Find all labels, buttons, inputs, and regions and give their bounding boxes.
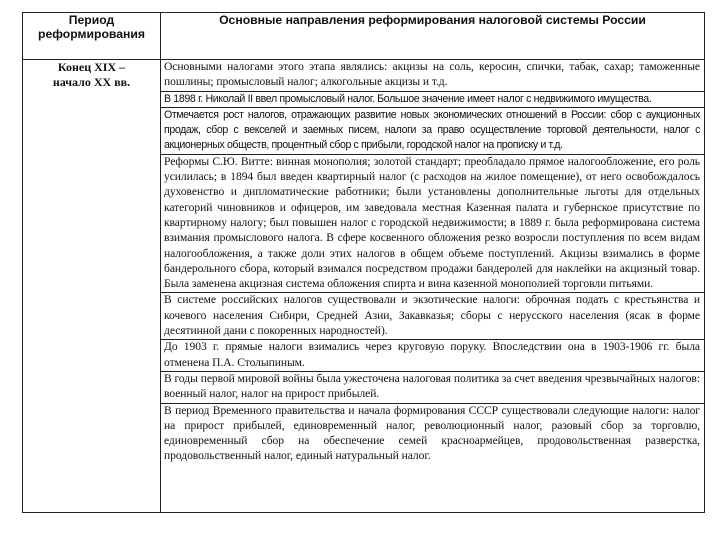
paragraph-provisional-government: В период Временного правительства и начала формирования СССР существовали следующие налоги: налог на прирост прибылей, единовременный налог, революционный налог, разовый сбор за торговлю, единовременный сбор на обеспечение семей красноармейцев, продовольственная разверстка, продовольственный налог, единый натуральный налог. [164,404,700,463]
paragraph-exotic-taxes: В системе российских налогов существовали и экзотические налоги: оброчная подать с крестьянства и кочевого населения Сибири, Средней Азии, Закавказья; сборы с нерусского населения (ясак в форме десятинной дани с покоренных народностей). [161,293,704,340]
table-header-row [23,13,705,60]
paragraph-1903-direct-taxes: До 1903 г. прямые налоги взимались через круговую поруку. Впоследствии она в 1903-1906 гг. была отменена П.А. Столыпиным. [161,340,704,372]
paragraph-witte-reforms: Реформы С.Ю. Витте: винная монополия; золотой стандарт; преобладало прямое налогообложение, его роль усилилась; в 1894 был введен квартирный налог (с расходов на жилое помещение), от него освобождалось духовенство и дипломатические работники; были установлены дополнительные льготы для отдельных категорий чиновников и офицеров, им заведовала местная Казенная палата и губернское присутствие по квартирному налогу; был повышен налог с городской недвижимости; в 1889 г. была реформирована система взимания промыслового налога. В сфере косвенного обложения резко возросли поступления по всем видам налогообложения, а также доли этих налогов в общем объеме поступлений. Акцизы взимались в форме бандерольного сбора, который взимался посредством продажи бандеролей для наклейки на акцизный товар. Была заменена акцизная система обложения спирта и вина казенной монополией торговли питьями. [161,155,704,294]
table-row [23,60,705,513]
period-header [23,13,161,60]
directions-header [161,13,705,60]
paragraph-ww1-taxes: В годы первой мировой войны была ужесточена налоговая политика за счет введения чрезвычайных налогов: военный налог, налог на прирост прибылей. [161,372,704,404]
period-header-line2: реформирования [38,27,145,41]
period-line1: Конец XIX – [57,60,126,74]
directions-cell [161,60,705,513]
paragraph-1898-trade-tax: В 1898 г. Николай II ввел промысловый налог. Большое значение имеет налог с недвижимого имущества. [161,92,704,108]
period-line2: начало XX вв. [52,74,131,89]
period-header-line1: Период [68,13,115,27]
reform-table [22,12,705,513]
directions-header-text: Основные направления реформирования налоговой системы России [219,13,646,27]
paragraph-main-taxes: Основными налогами этого этапа являлись: акцизы на соль, керосин, спички, табак, сахар; таможенные пошлины; промысловый налог; алкогольные акцизы и т.д. [161,60,704,92]
period-cell [23,60,161,513]
paragraph-new-taxes: Отмечается рост налогов, отражающих развитие новых экономических отношений в России: сбор с аукционных продаж, сбор с векселей и заемных писем, налоги за право осуществление торговой деятельности, налог с акционерных обществ, процентный сбор с прибыли, городской налог на прописку и т.д. [161,108,704,155]
